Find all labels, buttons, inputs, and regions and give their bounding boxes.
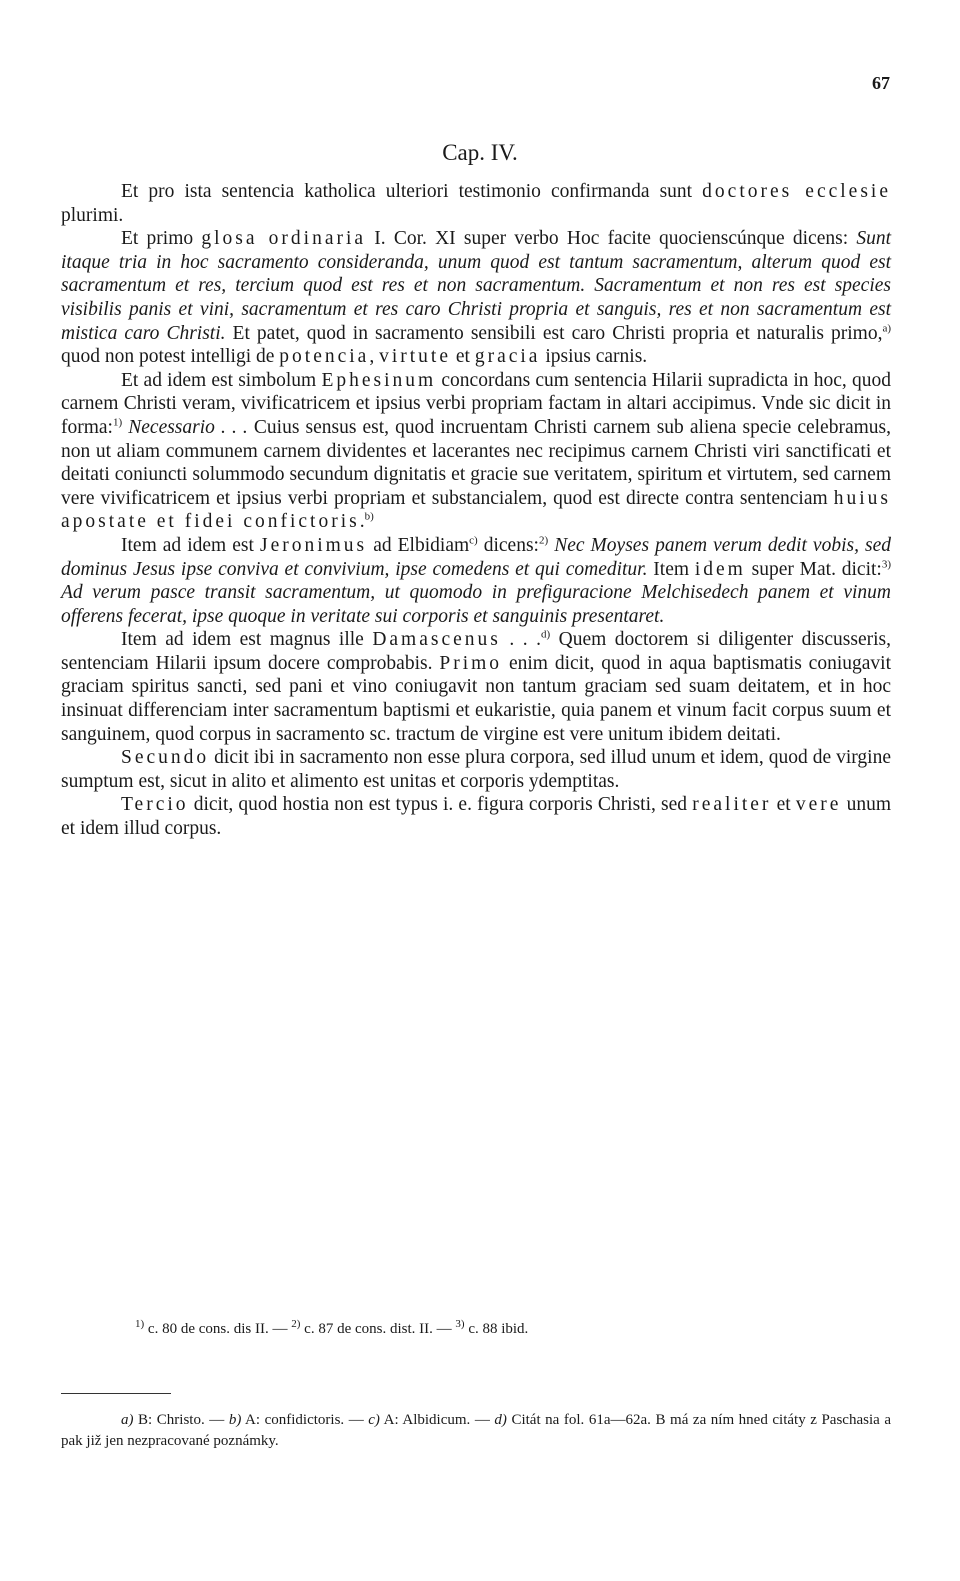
footnote-mark: 2) [291,1318,301,1330]
note-reference: b) [364,510,374,523]
paragraph [61,746,891,793]
text-run: dicit, quod hostia non est typus i. e. figura corporis Christi, sed [188,794,693,816]
apparatus-text: B: Christo. [133,1412,205,1428]
text-run: Item ad idem est magnus ille [121,629,373,651]
quotation: Sunt itaque tria in hoc sacramento consideranda, unum quod est tantum sacramentum, alterum quod est sacramentum et res, tercium quod est res et non sacramentum. Sacramentum et non res est species visibilis panis et vini, sacramentum et res caro Christi propria et sanguis, res et non sacramentum est mistica caro Christi. [61,228,891,344]
footnote-mark: 3) [455,1318,465,1330]
text-run: ad Elbidiam [367,534,470,556]
critical-apparatus [61,1410,891,1452]
page-number: 67 [872,73,890,93]
note-reference: 1) [112,416,123,429]
paragraph [61,793,891,840]
paragraph [61,628,891,746]
text-run: Et ad idem est simbolum [121,369,322,391]
apparatus-separator-rule [61,1393,171,1394]
text-run: et [451,346,475,368]
spaced-emphasis: Jeronimus [259,534,368,556]
spaced-emphasis: idem [694,558,746,580]
text-run: Quem doctorem si diligenter discusseris, sentenciam Hilarii ipsum docere comprobabis. [61,629,891,674]
spaced-emphasis: Primo [439,652,503,674]
apparatus-separator: — [344,1412,369,1428]
note-reference: d) [540,628,551,641]
spaced-emphasis: potencia [279,346,370,368]
spaced-emphasis: huius apostate et fidei confictoris [61,487,891,533]
spaced-emphasis: vere [795,794,842,816]
spaced-emphasis: Tercio [121,794,189,816]
spaced-emphasis: Damascenus [372,629,501,651]
apparatus-text: A: confidictoris. [241,1412,345,1428]
spaced-emphasis: Ephesinum [321,369,437,391]
footnote-separator: — [268,1321,292,1337]
apparatus-mark: a) [121,1412,134,1428]
note-reference: 3) [881,558,891,570]
chapter-title: Cap. IV. [442,140,518,165]
footnotes [135,1319,528,1339]
text-run: concordans cum sentencia Hilarii supradicta in hoc, quod carnem Christi veram, vivificatricem et ipsius verbi propriam factam in altari accipimus. Vnde sic dicit in forma: [61,369,891,438]
apparatus-text: A: Albidicum. [379,1412,471,1428]
text-run: Item ad idem est [121,534,260,556]
spaced-emphasis: Secundo [121,747,210,769]
apparatus-mark: b) [228,1412,242,1428]
text-run: . [359,511,365,533]
quotation: Nec Moyses panem verum dedit vobis, sed dominus Jesus ipse conviva et convivium, ipse comedens et qui comeditur. [61,534,891,580]
quotation: Ad verum pasce transit sacramentum, ut quomodo in prefiguracione Melchisedech panem et vinum offerens fecerat, ipse quoque in veritate sui corporis et sanguinis presentaret. [61,582,891,627]
text-run: I. Cor. XI super verbo Hoc facite quocienscúnque dicens: [366,228,857,250]
text-run: Item [647,558,695,580]
spaced-emphasis: glosa ordinaria [201,228,367,250]
text-run: dicit ibi in sacramento non esse plura corpora, sed illud unum et idem, quod de virgine sumptum est, sicut in alito et alimento est unitas et corporis ydemptitas. [61,747,891,792]
main-text [61,180,891,841]
text-run: , [369,346,380,368]
paragraph [61,534,891,628]
note-reference: 2) [538,534,549,547]
text-run: . . . [500,629,541,651]
paragraph [61,227,891,369]
text-run: et [771,794,796,816]
text-run: Et primo [121,228,202,250]
text-run: Et pro ista sentencia katholica ulteriori testimonio confirmanda sunt [121,181,703,202]
text-run: quod non potest intelligi de [61,346,280,368]
spaced-emphasis: realiter [692,794,772,816]
apparatus-separator: — [470,1412,495,1428]
spaced-emphasis: doctores ecclesie [702,181,891,202]
text-run: plurimi. [61,204,124,226]
note-reference: a) [882,322,891,335]
paragraph [61,180,891,227]
footnote-mark: 1) [135,1318,145,1330]
text-run: Cuius sensus est, quod incruentam Christi carnem sub aliena specie celebramus, non ut aliam communem carnem dividentes et lacerantes nec recipimus carnem Christi viri sanctificati et deitati coniuncti solummodo secundum dignitatis et gracie sue veritatem, spiritum et virtutem, sed carnem vere vivificatricem et ipsius verbi propriam et substancialem, quod est directe contra sentenciam [61,416,891,509]
text-run: unum et idem illud corpus. [61,794,891,840]
apparatus-mark: c) [368,1412,380,1428]
footnote-text: c. 87 de cons. dist. II. [300,1321,433,1337]
text-run: ipsius carnis. [540,346,648,368]
text-run: enim dicit, quod in aqua baptismatis coniugavit graciam spiritus sancti, sed pani et vino coniugavit non tantum graciam sed suam deitatem, et in hoc insinuat differenciam inter sacramentum baptismi et eukaristie, quia panem et vinum facit corpus suum et sanguinem, quod corpus in sacramento sc. tractum de virgine est vere unitum ibidem deitati. [61,652,891,745]
apparatus-separator: — [204,1412,229,1428]
footnote-text: c. 88 ibid. [464,1321,529,1337]
text-run: super Mat. dicit: [745,558,882,580]
quotation: Necessario . . . [128,416,248,438]
apparatus-mark: d) [494,1412,507,1428]
note-reference: c) [469,534,478,547]
footnote-separator: — [432,1321,456,1337]
apparatus-text: Citát na fol. 61a—62a. B má za ním hned citáty z Paschasia a pak již jen nezpracované poznámky. [61,1412,891,1449]
text-run: dicens: [477,534,539,556]
text-run: Et patet, quod in sacramento sensibili est caro Christi propria et naturalis primo, [225,322,883,344]
spaced-emphasis: gracia [474,346,541,368]
paragraph [61,369,891,534]
spaced-emphasis: virtute [379,346,451,368]
footnote-text: c. 80 de cons. dis II. [144,1321,269,1337]
